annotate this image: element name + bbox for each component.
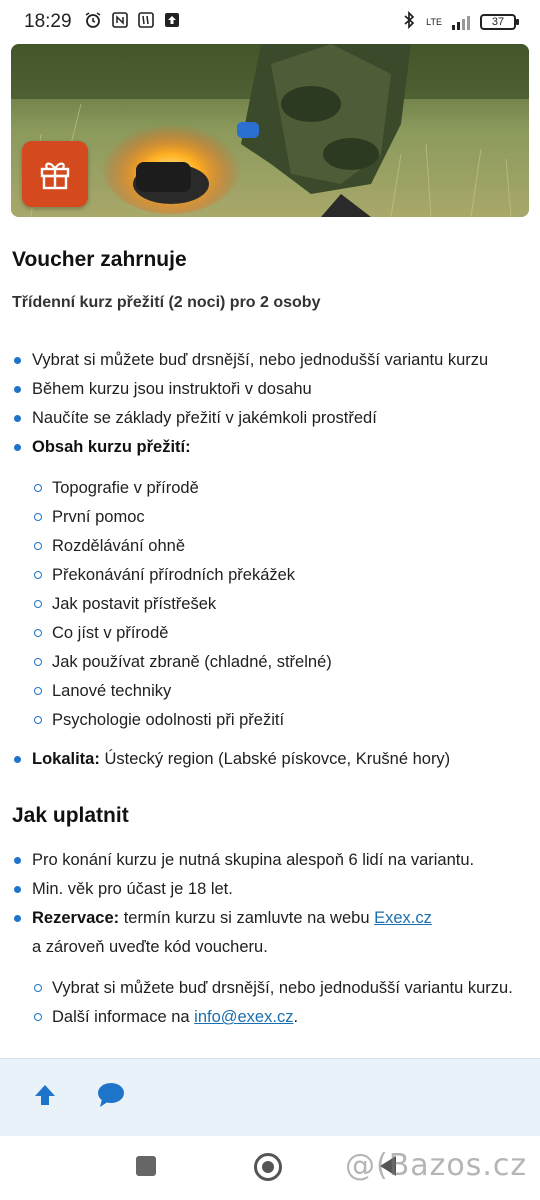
signal-icon <box>452 14 470 30</box>
voucher-list <box>0 346 540 774</box>
email-link[interactable]: info@exex.cz <box>194 1008 294 1026</box>
course-label: Obsah kurzu přežití: <box>32 438 191 456</box>
bluetooth-icon <box>402 11 416 34</box>
voucher-subtitle: Třídenní kurz přežití (2 noci) pro 2 osoby <box>12 294 321 311</box>
status-time: 18:29 <box>24 11 72 32</box>
hero-image <box>11 44 529 217</box>
nfc-icon <box>112 12 128 33</box>
battery-icon: 37 <box>480 14 516 30</box>
info-suffix: . <box>293 1008 299 1026</box>
status-right <box>402 11 516 34</box>
sub-list-item: Vybrat si můžete buď drsnější, nebo jednodušší variantu kurzu. <box>0 974 540 1003</box>
course-item: Lanové techniky <box>0 677 540 706</box>
alarm-icon <box>84 11 102 34</box>
course-item: Topografie v přírodě <box>0 474 540 503</box>
list-item-reservation <box>0 904 540 1032</box>
reservation-text: termín kurzu si zamluvte na webu <box>119 909 375 927</box>
course-item: Jak postavit přístřešek <box>0 590 540 619</box>
course-item: Překonávání přírodních překážek <box>0 561 540 590</box>
reservation-sublist <box>32 974 540 1032</box>
list-item: Naučíte se základy přežití v jakémkoli prostředí <box>0 404 540 433</box>
course-item: Jak používat zbraně (chladné, střelné) <box>0 648 540 677</box>
gift-icon <box>38 157 72 191</box>
info-prefix: Další informace na <box>52 1008 195 1026</box>
upload-icon <box>164 12 180 33</box>
sub-list-item-info <box>0 1003 540 1032</box>
location-value: Ústecký region (Labské pískovce, Krušné hory) <box>99 750 451 768</box>
section-heading-voucher: Voucher zahrnuje <box>12 248 187 271</box>
description-content <box>0 248 540 1042</box>
course-item: Co jíst v přírodě <box>0 619 540 648</box>
arrow-up-icon <box>33 1083 57 1112</box>
list-item: Pro konání kurzu je nutná skupina alespoň 6 lidí na variantu. <box>0 846 540 875</box>
reservation-text2: a zároveň uveďte kód voucheru. <box>32 938 268 956</box>
list-item-course <box>0 433 540 735</box>
scroll-top-button[interactable] <box>32 1085 58 1111</box>
location-label: Lokalita: <box>32 750 100 768</box>
recent-apps-button[interactable] <box>136 1156 156 1176</box>
comment-icon <box>97 1082 125 1113</box>
list-item: Min. věk pro účast je 18 let. <box>0 875 540 904</box>
list-item: Vybrat si můžete buď drsnější, nebo jednodušší variantu kurzu <box>0 346 540 375</box>
list-item: Během kurzu jsou instruktoři v dosahu <box>0 375 540 404</box>
status-bar <box>0 0 540 44</box>
activity-icon <box>138 12 154 33</box>
reservation-label: Rezervace: <box>32 909 120 927</box>
course-item: Rozdělávání ohně <box>0 532 540 561</box>
gift-button[interactable] <box>22 141 88 207</box>
system-nav-bar <box>0 1136 540 1200</box>
network-type: LTE <box>426 16 442 27</box>
course-item: Psychologie odolnosti při přežití <box>0 706 540 735</box>
section-heading-apply: Jak uplatnit <box>12 804 129 827</box>
comment-button[interactable] <box>98 1085 124 1111</box>
apply-list <box>0 846 540 1032</box>
bottom-toolbar <box>0 1058 540 1136</box>
exex-link[interactable]: Exex.cz <box>374 909 432 927</box>
list-item-location <box>0 745 540 774</box>
home-button[interactable] <box>254 1153 282 1181</box>
course-list <box>32 474 540 735</box>
watermark: @(Bazos.cz <box>345 1148 528 1183</box>
course-item: První pomoc <box>0 503 540 532</box>
